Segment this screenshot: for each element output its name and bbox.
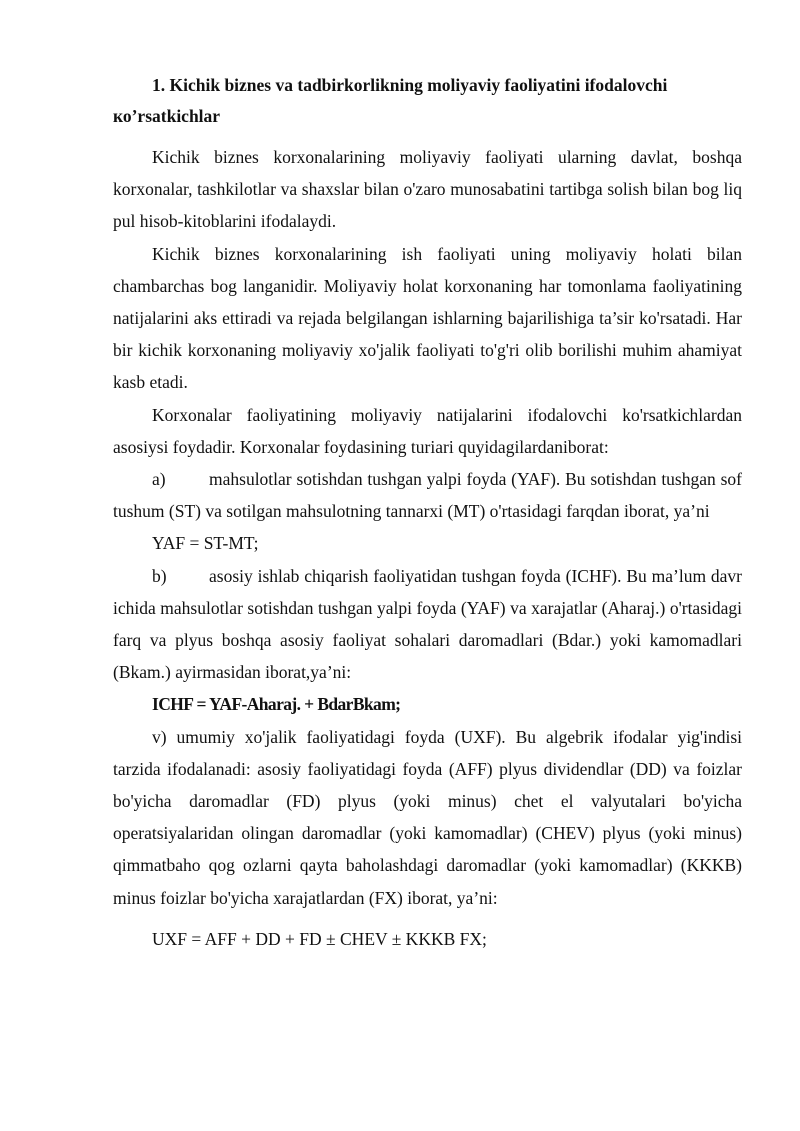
list-item-a (113, 463, 742, 527)
list-text-a: mahsulotlar sotishdan tushgan yalpi foyda (YAF). Bu sotishdan tushgan sof tushum (ST) va sotilgan mahsulotning tannarxi (MT) o'rtasidagi farqdan iborat, ya’ni (113, 469, 742, 522)
formula-yaf: YAF = ST-MT; (152, 533, 259, 554)
list-item-v: v) umumiy xo'jalik faoliyatidagi foyda (UXF). Bu algebrik ifodalar yig'indisi tarzida ifodalanadi: asosiy faoliyatidagi foyda (AFF) plyus dividendlar (DD) va foizlar bo'yicha daromadlar (FD) plyus (yoki minus) chet el valyutalari bo'yicha operatsiyalaridan olingan daromadlar (yoki kamomadlar) (CHEV) plyus (yoki minus) qimmatbaho qog ozlarni qayta baholashdagi daromadlar (yoki kamomadlar) (KKKB) minus foizlar bo'yicha xarajatlardan (FX) iborat, ya’ni: (113, 726, 742, 908)
document-page (113, 70, 742, 955)
formula-uxf: UXF = AFF + DD + FD ± CHEV ± KKKB FX; (152, 928, 487, 949)
list-marker-b: b) (152, 565, 167, 586)
list-item-b (113, 560, 742, 689)
list-text-b: asosiy ishlab chiqarish faoliyatidan tushgan foyda (ICHF). Bu ma’lum davr ichida mahsulotlar sotishdan tushgan yalpi foyda (YAF) va xarajatlar (Aharaj.) o'rtasidagi farq va plyus boshqa asosiy faoliyat sohalari daromadlari (Bdar.) yoki kamomadlari (Bkam.) ayirmasidan iborat,ya’ni: (113, 565, 742, 683)
paragraph-financial-state: Kichik biznes korxonalarining ish faoliyati uning moliyaviy holati bilan chambarchas bog langanidir. Moliyaviy holat korxonaning har tomonlama faoliyatining natijalarini aks ettiradi va rejada belgilangan ishlarning bajarilishiga ta’sir ko'rsatadi. Har bir kichik korxonaning moliyaviy xo'jalik faoliyati to'g'ri olib borilishi muhim ahamiyat kasb etadi. (113, 243, 742, 393)
formula-ichf: ICHF = YAF-Aharaj. + BdarBkam; (152, 694, 401, 715)
paragraph-profit-types: Korxonalar faoliyatining moliyaviy natijalarini ifodalovchi ko'rsatkichlardan asosiysi foydadir. Korxonalar foydasining turiari quyidagilardaniborat: (113, 404, 742, 457)
section-heading: 1. Kichik biznes va tadbirkorlikning moliyaviy faoliyatini ifodalovchi ко’rsatkichlar (113, 75, 668, 126)
paragraph-intro: Kichik biznes korxonalarining moliyaviy faoliyati ularning davlat, boshqa korxonalar, tashkilotlar va shaxslar bilan o'zaro munosabatini tartibga solish bilan bog liq pul hisob-kitoblarini ifodalaydi. (113, 147, 742, 232)
list-marker-a: a) (152, 469, 166, 490)
